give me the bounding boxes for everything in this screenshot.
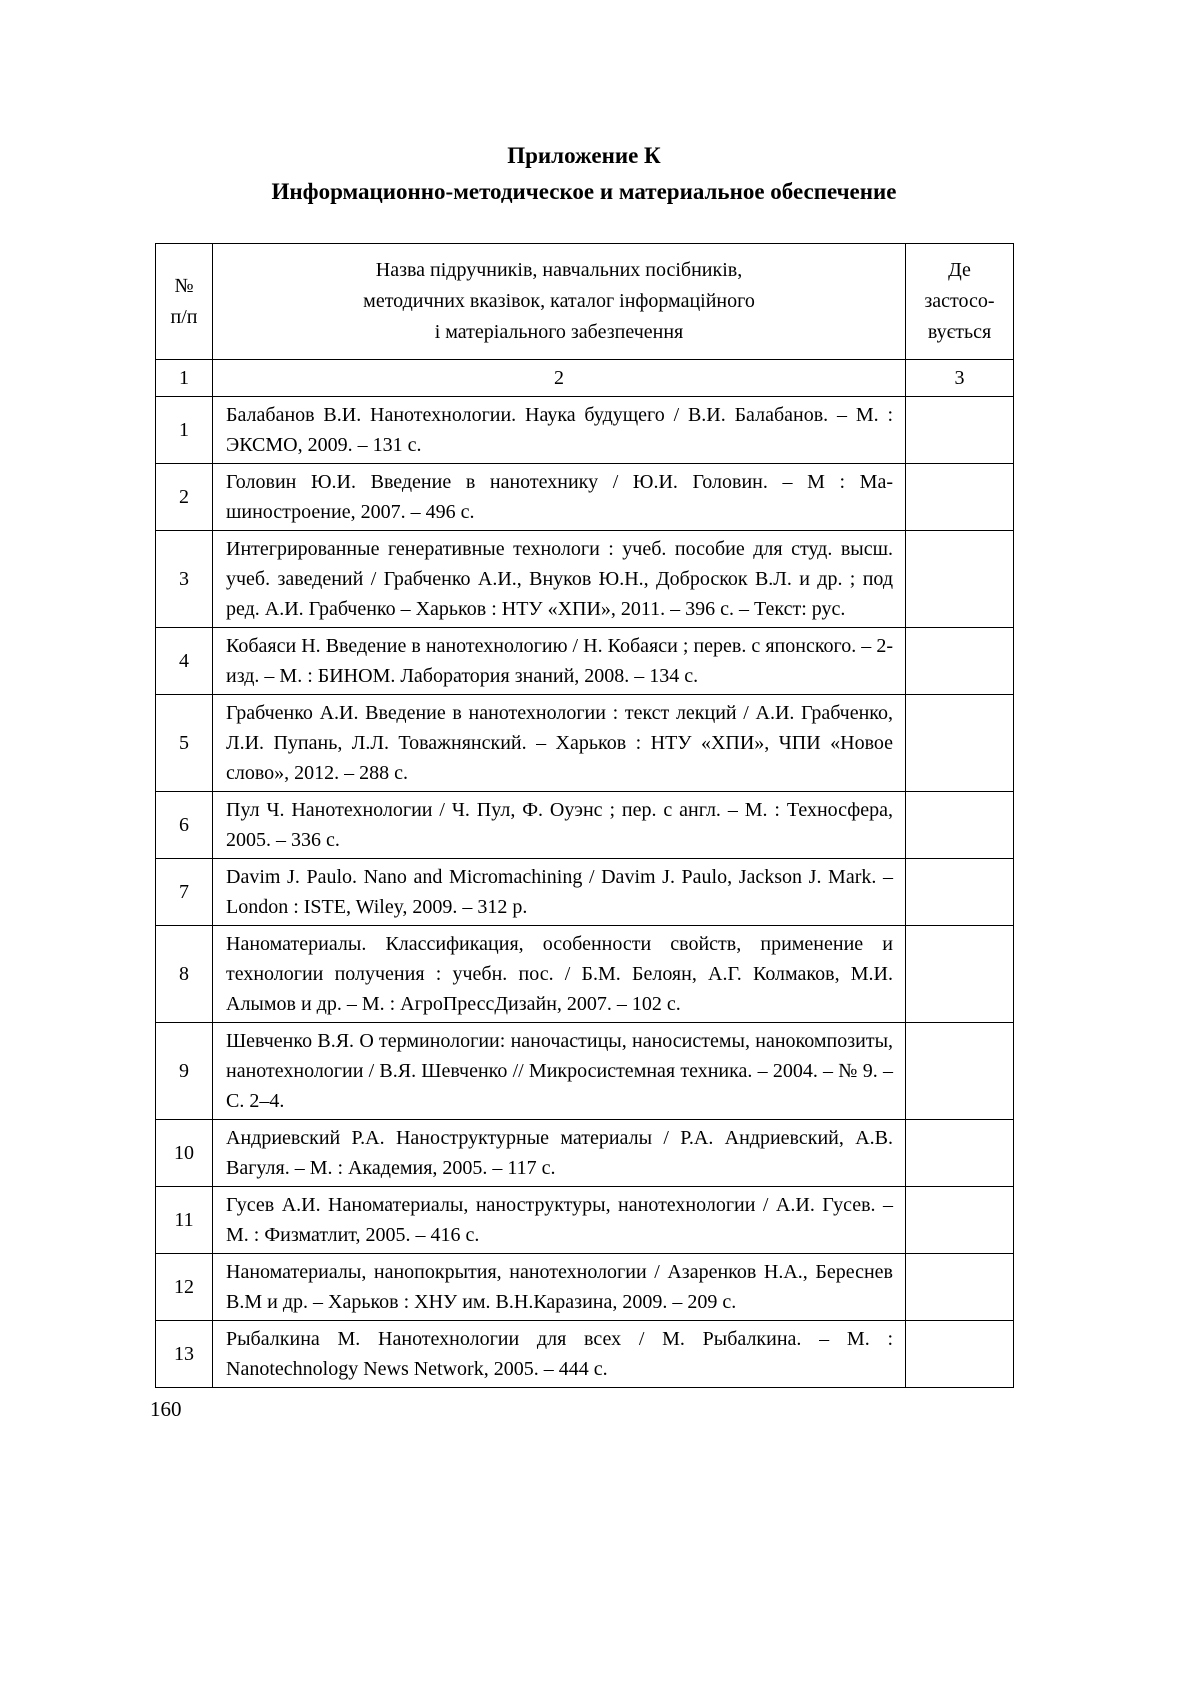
row-reference-text: Кобаяси Н. Введение в нанотехнологию / Н. Кобаяси ; перев. с японского. – 2-изд. – М. : БИНОМ. Лаборатория знаний, 2008. – 134 с.	[213, 628, 906, 695]
row-number: 1	[156, 397, 213, 464]
row-usage-cell	[906, 1023, 1014, 1120]
table-row	[156, 397, 1014, 464]
row-reference-text: Интегрированные генеративные технологи : учеб. пособие для студ. высш. учеб. заведений / Грабченко А.И., Внуков Ю.Н., Доброскок В.Л. и др. ; под ред. А.И. Грабченко – Харьков : НТУ «ХПИ», 2011. – 396 с. – Текст: рус.	[213, 531, 906, 628]
row-reference-text: Наноматериалы. Классификация, особенности свойств, применение и технологии получения : учебн. пос. / Б.М. Белоян, А.Г. Колмаков, М.И. Алымов и др. – М. : АгроПрессДизайн, 2007. – 102 с.	[213, 926, 906, 1023]
row-reference-text: Гусев А.И. Наноматериалы, наноструктуры, нанотехнологии / А.И. Гусев. – М. : Физматлит, 2005. – 416 с.	[213, 1187, 906, 1254]
row-usage-cell	[906, 1254, 1014, 1321]
row-reference-text: Пул Ч. Нанотехнологии / Ч. Пул, Ф. Оуэнс ; пер. с англ. – М. : Техносфера, 2005. – 336 с.	[213, 792, 906, 859]
row-number: 7	[156, 859, 213, 926]
row-usage-cell	[906, 628, 1014, 695]
row-usage-cell	[906, 397, 1014, 464]
page-number: 160	[150, 1397, 182, 1421]
row-number: 6	[156, 792, 213, 859]
row-usage-cell	[906, 1321, 1014, 1388]
column-number-1: 1	[156, 360, 213, 397]
row-usage-cell	[906, 859, 1014, 926]
row-number: 12	[156, 1254, 213, 1321]
table-row	[156, 792, 1014, 859]
table-row	[156, 531, 1014, 628]
row-reference-text: Андриевский Р.А. Наноструктурные материалы / Р.А. Андриевский, А.В. Вагуля. – М. : Академия, 2005. – 117 с.	[213, 1120, 906, 1187]
row-reference-text: Рыбалкина М. Нанотехнологии для всех / М. Рыбалкина. – М. : Nanotechnology News Network, 2005. – 444 с.	[213, 1321, 906, 1388]
row-usage-cell	[906, 792, 1014, 859]
row-usage-cell	[906, 531, 1014, 628]
table-row	[156, 1254, 1014, 1321]
row-usage-cell	[906, 695, 1014, 792]
content-block	[155, 138, 1013, 1388]
table-row	[156, 628, 1014, 695]
column-number-2: 2	[213, 360, 906, 397]
row-number: 8	[156, 926, 213, 1023]
row-reference-text: Головин Ю.И. Введение в нанотехнику / Ю.И. Головин. – М : Машиностроение, 2007. – 496 с.	[213, 464, 906, 531]
appendix-title: Приложение К	[507, 143, 661, 168]
table-row	[156, 695, 1014, 792]
row-reference-text: Наноматериалы, нанопокрытия, нанотехнологии / Азаренков Н.А., Береснев В.М и др. – Харьков : ХНУ им. В.Н.Каразина, 2009. – 209 с.	[213, 1254, 906, 1321]
row-number: 2	[156, 464, 213, 531]
table-header-row	[156, 244, 1014, 360]
row-number: 11	[156, 1187, 213, 1254]
header-cell-name: Назва підручників, навчальних посібників, методичних вказівок, каталог інформаційного і матеріального забезпечення	[213, 244, 906, 360]
column-number-row	[156, 360, 1014, 397]
table-row	[156, 859, 1014, 926]
table-row	[156, 464, 1014, 531]
row-usage-cell	[906, 1187, 1014, 1254]
row-usage-cell	[906, 464, 1014, 531]
row-number: 9	[156, 1023, 213, 1120]
row-reference-text: Балабанов В.И. Нанотехнологии. Наука будущего / В.И. Балабанов. – М. : ЭКСМО, 2009. – 131 с.	[213, 397, 906, 464]
row-reference-text: Грабченко А.И. Введение в нанотехнологии : текст лекций / А.И. Грабченко, Л.И. Пупань, Л.Л. Товажнянский. – Харьков : НТУ «ХПИ», ЧПИ «Новое слово», 2012. – 288 с.	[213, 695, 906, 792]
header-cell-usage: Де застосо- вується	[906, 244, 1014, 360]
table-row	[156, 1023, 1014, 1120]
header-cell-number: № п/п	[156, 244, 213, 360]
table-row	[156, 926, 1014, 1023]
row-usage-cell	[906, 926, 1014, 1023]
row-number: 13	[156, 1321, 213, 1388]
row-usage-cell	[906, 1120, 1014, 1187]
table-row	[156, 1187, 1014, 1254]
row-reference-text: Davim J. Paulo. Nano and Micromachining / Davim J. Paulo, Jackson J. Mark. – London : ISTE, Wiley, 2009. – 312 p.	[213, 859, 906, 926]
row-number: 4	[156, 628, 213, 695]
row-number: 5	[156, 695, 213, 792]
row-reference-text: Шевченко В.Я. О терминологии: наночастицы, наносистемы, нанокомпозиты, нанотехнологии / В.Я. Шевченко // Микросистемная техника. – 2004. – № 9. – С. 2–4.	[213, 1023, 906, 1120]
row-number: 3	[156, 531, 213, 628]
column-number-3: 3	[906, 360, 1014, 397]
references-table	[155, 243, 1014, 1388]
table-row	[156, 1321, 1014, 1388]
row-number: 10	[156, 1120, 213, 1187]
table-row	[156, 1120, 1014, 1187]
appendix-subtitle: Информационно-методическое и материальное обеспечение	[271, 179, 897, 204]
